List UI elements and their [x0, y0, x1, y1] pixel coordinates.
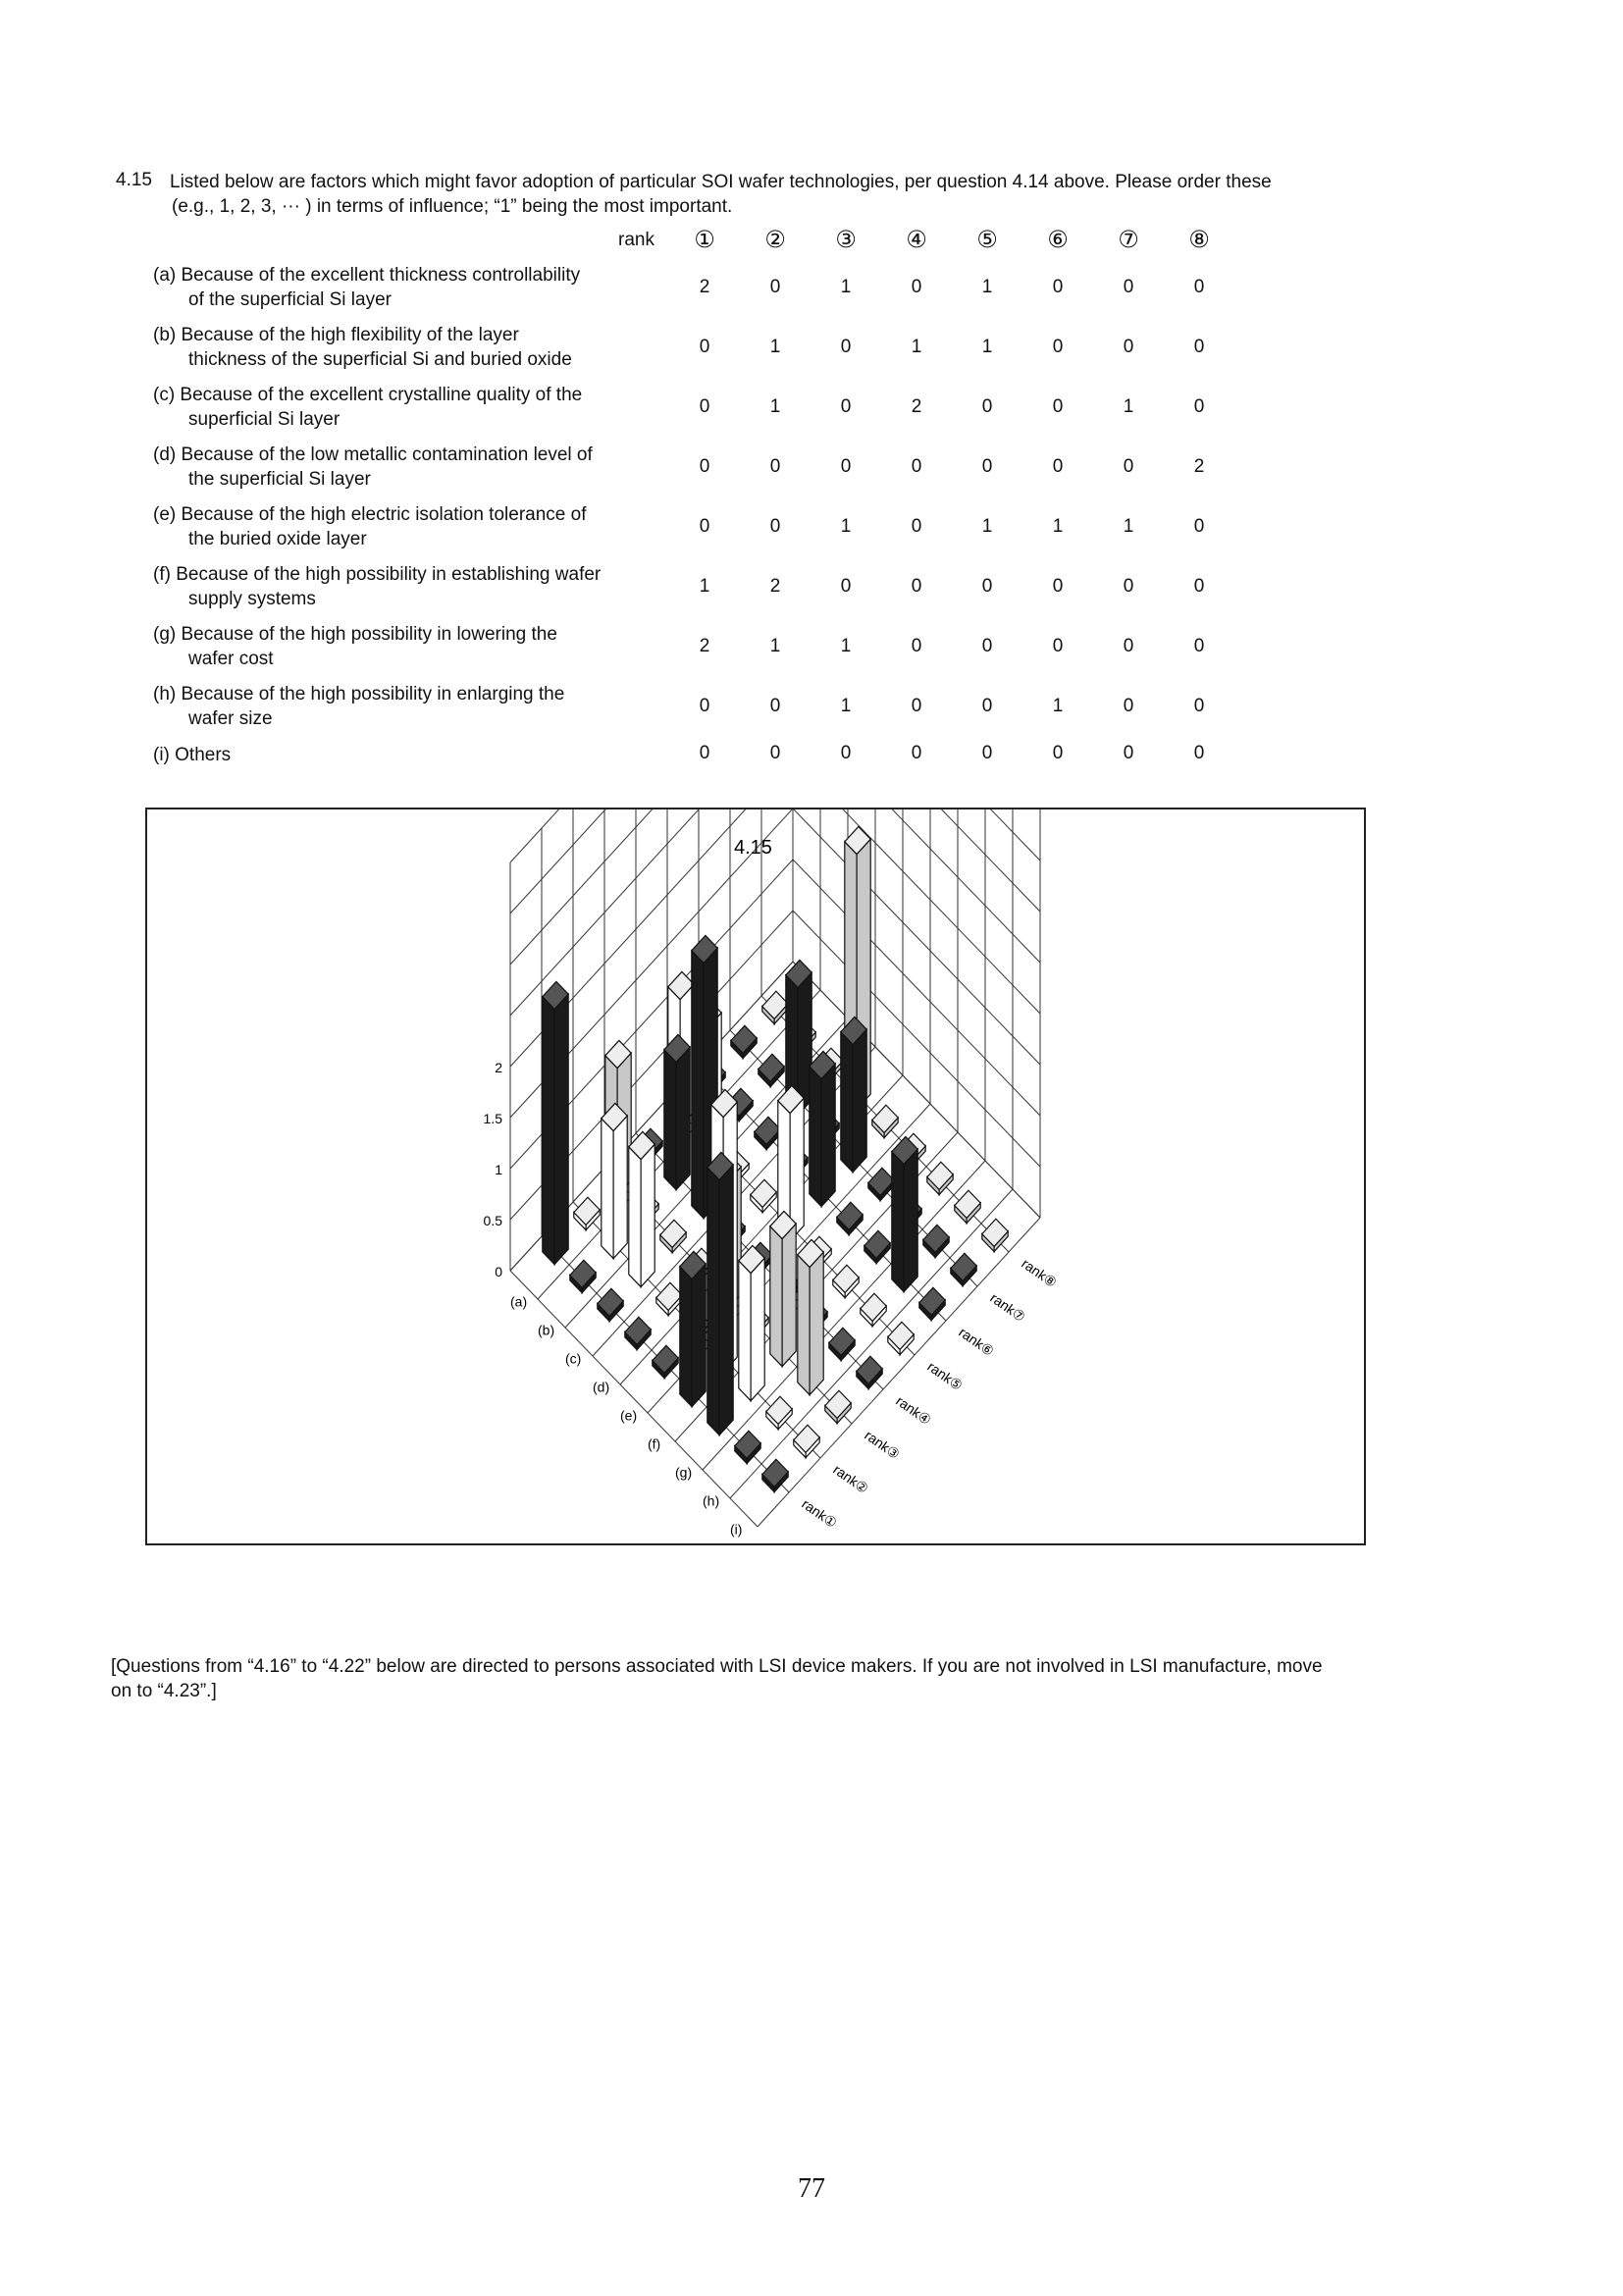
table-cell: 0: [911, 516, 922, 537]
table-cell: 0: [1123, 277, 1134, 297]
table-cell: 0: [1193, 743, 1205, 763]
table-cell: 0: [1052, 456, 1064, 477]
factor-label-line-2: supply systems: [188, 589, 316, 609]
table-cell: 0: [840, 337, 852, 357]
rank-header: ⑧: [1188, 227, 1210, 253]
rank-axis-label: rank⑦: [987, 1289, 1029, 1326]
table-cell: 1: [769, 636, 781, 656]
wall-gridline: [510, 809, 1040, 913]
factor-label-line-2: the buried oxide layer: [188, 529, 367, 549]
table-cell: 0: [1123, 743, 1134, 763]
table-cell: 0: [840, 743, 852, 763]
table-cell: 0: [769, 696, 781, 716]
bar-front: [554, 994, 568, 1264]
table-cell: 0: [769, 277, 781, 297]
rank-axis-label: rank①: [799, 1495, 841, 1532]
bar-side: [739, 1261, 751, 1401]
table-cell: 2: [699, 636, 710, 656]
table-cell: 0: [1123, 576, 1134, 597]
factor-label-line-2: wafer cost: [188, 649, 274, 669]
bar-side: [680, 1267, 692, 1407]
factor-label: [153, 383, 683, 432]
factor-axis-label: (b): [538, 1322, 555, 1338]
factor-label: [153, 562, 683, 611]
table-cell: 0: [981, 696, 993, 716]
wall-gridline: [510, 809, 1040, 1067]
bar-side: [629, 1147, 641, 1287]
table-cell: 1: [840, 696, 852, 716]
rank-axis-label: rank③: [862, 1427, 904, 1463]
question-line-1: Listed below are factors which might favor adoption of particular SOI wafer technologies, per question 4.14 above. Please order these: [170, 172, 1272, 192]
bar-side: [770, 1226, 782, 1367]
factor-label-line-1: (i) Others: [153, 745, 232, 765]
table-cell: 0: [1193, 337, 1205, 357]
table-cell: 0: [981, 576, 993, 597]
z-tick-label: 0.5: [483, 1213, 502, 1228]
factor-label-line-1: (e) Because of the high electric isolation tolerance of: [153, 504, 587, 525]
table-cell: 1: [981, 516, 993, 537]
rank-axis-label: rank⑧: [1019, 1255, 1061, 1291]
table-cell: 0: [1052, 576, 1064, 597]
factor-label-line-1: (d) Because of the low metallic contamination level of: [153, 444, 593, 465]
table-cell: 1: [911, 337, 922, 357]
bar-front: [821, 1064, 835, 1206]
factor-axis-label: (i): [730, 1521, 743, 1538]
rank-axis-label: rank⑤: [924, 1358, 967, 1394]
table-cell: 0: [699, 337, 710, 357]
table-cell: 1: [981, 337, 993, 357]
table-cell: 0: [699, 743, 710, 763]
chart-title: 4.15: [734, 837, 772, 859]
factor-label-line-2: thickness of the superficial Si and buried oxide: [188, 349, 572, 370]
table-cell: 0: [699, 456, 710, 477]
factor-label-line-2: the superficial Si layer: [188, 469, 371, 490]
table-cell: 0: [1193, 576, 1205, 597]
factor-axis-label: (d): [593, 1379, 610, 1395]
factor-label-line-2: wafer size: [188, 708, 273, 729]
bar-front: [676, 1047, 690, 1189]
factor-label: [153, 502, 683, 551]
table-cell: 0: [981, 456, 993, 477]
rank-header: ③: [835, 227, 857, 253]
table-cell: 0: [981, 636, 993, 656]
factor-label-line-1: (c) Because of the excellent crystalline quality of the: [153, 385, 583, 405]
table-cell: 2: [699, 277, 710, 297]
rank-axis-label: rank④: [893, 1392, 935, 1429]
factor-label: [153, 263, 683, 312]
table-cell: 2: [1193, 456, 1205, 477]
rank-header: ②: [764, 227, 786, 253]
table-cell: 1: [840, 636, 852, 656]
factor-axis-label: (h): [703, 1492, 720, 1509]
rank-label: rank: [618, 230, 654, 250]
bar-side: [602, 1119, 613, 1259]
table-cell: 2: [911, 396, 922, 417]
table-cell: 1: [1123, 396, 1134, 417]
bar-front: [810, 1252, 823, 1394]
table-cell: 0: [1193, 396, 1205, 417]
table-cell: 0: [1123, 636, 1134, 656]
table-cell: 1: [840, 516, 852, 537]
table-cell: 0: [911, 277, 922, 297]
bar-side: [841, 1032, 853, 1173]
wall-gridline: [510, 809, 1040, 1016]
rank-header: ①: [694, 227, 715, 253]
table-cell: 1: [769, 396, 781, 417]
factor-axis-label: (c): [565, 1350, 582, 1367]
table-cell: 0: [1052, 396, 1064, 417]
z-tick-label: 1: [495, 1162, 502, 1177]
question-line-2: (e.g., 1, 2, 3, ··· ) in terms of influence; “1” being the most important.: [172, 196, 733, 217]
factor-label-line-1: (b) Because of the high flexibility of the layer: [153, 325, 519, 345]
bar-side: [543, 997, 554, 1265]
factor-label: [153, 323, 683, 372]
page-number: 77: [798, 2173, 825, 2204]
bar-front: [782, 1224, 796, 1366]
factor-axis-label: (g): [675, 1464, 693, 1481]
table-cell: 0: [911, 743, 922, 763]
wall-gridline: [510, 809, 1040, 862]
table-cell: 0: [1123, 456, 1134, 477]
table-cell: 0: [1052, 277, 1064, 297]
factor-label-line-2: superficial Si layer: [188, 409, 340, 430]
bar-front: [613, 1116, 627, 1258]
table-cell: 0: [1193, 516, 1205, 537]
z-tick-label: 2: [495, 1060, 502, 1075]
table-cell: 1: [840, 277, 852, 297]
factor-label-line-2: of the superficial Si layer: [188, 289, 392, 310]
factor-label: [153, 682, 683, 731]
bar-side: [798, 1255, 810, 1395]
bar-front: [853, 1029, 866, 1172]
question-number: 4.15: [116, 170, 152, 190]
wall-gridline: [510, 809, 1040, 965]
rank-axis-label: rank②: [830, 1461, 872, 1497]
table-cell: 0: [981, 743, 993, 763]
table-cell: 0: [1193, 696, 1205, 716]
table-cell: 0: [981, 396, 993, 417]
table-cell: 1: [981, 277, 993, 297]
bar-front: [692, 1264, 706, 1406]
factor-axis-label: (e): [620, 1407, 638, 1424]
factor-axis-label: (f): [648, 1435, 661, 1452]
table-cell: 1: [699, 576, 710, 597]
bar-front: [904, 1149, 917, 1291]
table-cell: 0: [769, 516, 781, 537]
bar-front: [751, 1258, 764, 1400]
bar-front: [641, 1144, 654, 1286]
bar-side: [692, 951, 704, 1219]
rank-header: ⑥: [1047, 227, 1069, 253]
table-cell: 0: [840, 396, 852, 417]
z-tick-label: 1.5: [483, 1111, 502, 1126]
table-cell: 0: [911, 456, 922, 477]
table-cell: 0: [699, 396, 710, 417]
table-cell: 1: [1052, 516, 1064, 537]
rank-header: ④: [906, 227, 927, 253]
table-cell: 0: [1193, 636, 1205, 656]
table-cell: 0: [1123, 696, 1134, 716]
bar-side: [892, 1152, 904, 1292]
z-tick-label: 0: [495, 1264, 502, 1279]
table-cell: 0: [1052, 337, 1064, 357]
table-cell: 1: [769, 337, 781, 357]
table-cell: 0: [769, 743, 781, 763]
bar-side: [707, 1168, 719, 1435]
chart-frame: [145, 808, 1366, 1545]
table-cell: 0: [840, 456, 852, 477]
bar-side: [810, 1067, 821, 1207]
bar-side: [664, 1050, 676, 1190]
bar-chart-3d: [147, 809, 1364, 1543]
table-cell: 0: [911, 696, 922, 716]
table-cell: 0: [1052, 743, 1064, 763]
table-cell: 0: [1123, 337, 1134, 357]
factor-label-line-1: (a) Because of the excellent thickness controllability: [153, 265, 581, 286]
factor-label: [153, 743, 683, 767]
table-cell: 1: [1123, 516, 1134, 537]
table-cell: 2: [769, 576, 781, 597]
table-cell: 1: [1052, 696, 1064, 716]
table-cell: 0: [699, 696, 710, 716]
table-cell: 0: [1193, 277, 1205, 297]
factor-label-line-1: (h) Because of the high possibility in enlarging the: [153, 684, 565, 704]
factor-label: [153, 443, 683, 492]
table-cell: 0: [699, 516, 710, 537]
section-note: [Questions from “4.16” to “4.22” below are directed to persons associated with LSI device makers. If you are not involved in LSI manufacture, move on to “4.23”.]: [111, 1656, 1323, 1701]
factor-label-line-1: (g) Because of the high possibility in lowering the: [153, 624, 557, 645]
rank-header: ⑦: [1118, 227, 1139, 253]
bar-front: [719, 1165, 733, 1435]
table-cell: 0: [911, 576, 922, 597]
table-cell: 0: [1052, 636, 1064, 656]
rank-axis-label: rank⑥: [956, 1324, 998, 1360]
factor-label-line-1: (f) Because of the high possibility in establishing wafer: [153, 564, 602, 585]
question-text: [170, 170, 1436, 219]
table-cell: 0: [911, 636, 922, 656]
table-cell: 0: [840, 576, 852, 597]
rank-header: ⑤: [976, 227, 998, 253]
table-cell: 0: [769, 456, 781, 477]
factor-label: [153, 622, 683, 671]
factor-axis-label: (a): [510, 1293, 528, 1310]
